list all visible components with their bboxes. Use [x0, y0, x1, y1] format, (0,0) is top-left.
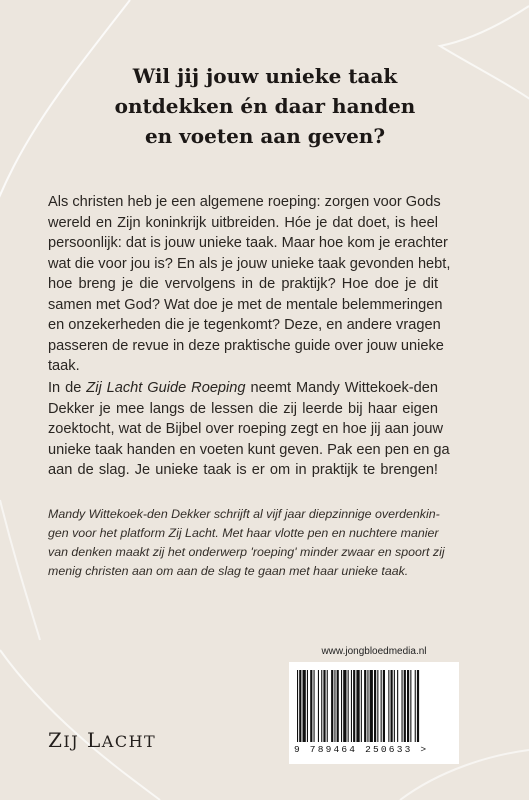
- barcode-bar: [299, 670, 301, 742]
- text-line: gen voor het platform Zij Lacht. Met haar vlotte pen en nuchtere manier: [48, 526, 439, 540]
- headline-line: ontdekken én daar handen: [114, 94, 416, 118]
- barcode-bar: [310, 670, 312, 742]
- text-line: hoe breng je die vervolgens in de praktijk? Hoe doe je dit: [48, 276, 438, 292]
- barcode-bar: [353, 670, 355, 742]
- barcode-bar: [397, 670, 398, 742]
- text-line: Mandy Wittekoek-den Dekker schrijft al vijf jaar diepzinnige overdenkin-: [48, 507, 440, 521]
- author-bio: [48, 505, 445, 581]
- text-fragment: neemt Mandy Wittekoek-den: [245, 380, 438, 396]
- barcode-bar: [394, 670, 395, 742]
- barcode-bar: [321, 670, 322, 742]
- barcode-bar: [404, 670, 406, 742]
- barcode-bar: [410, 670, 411, 742]
- barcode-bar: [341, 670, 342, 742]
- isbn-digits: 9 789464 250633 >: [294, 744, 429, 755]
- barcode-bar: [297, 670, 298, 742]
- barcode-bar: [377, 670, 378, 742]
- guide-title: Zij Lacht Guide Roeping: [86, 380, 246, 396]
- zij-lacht-logo: ZIJ LACHT: [48, 728, 157, 752]
- barcode-bar: [343, 670, 346, 742]
- text-line: taak.: [48, 358, 80, 374]
- text-line: persoonlijk: dat is jouw unieke taak. Maar hoe kom je erachter: [48, 235, 448, 251]
- text-line: samen met God? Wat doe je met de mentale belemmeringen: [48, 296, 443, 313]
- barcode-bar: [303, 670, 306, 742]
- barcode-bar: [417, 670, 419, 742]
- barcode-bar: [323, 670, 325, 742]
- barcode-bar: [381, 670, 382, 742]
- barcode-bar: [318, 670, 319, 742]
- text-line: wat die voor jou is? En als je jouw unieke taak gevonden hebt,: [48, 255, 451, 272]
- text-line: menig christen aan om aan de slag te gaan met haar unieke taak.: [48, 564, 409, 578]
- publisher-website: www.jongbloedmedia.nl: [321, 646, 427, 657]
- headline-line: en voeten aan geven?: [144, 124, 386, 148]
- back-cover-headline: [80, 61, 450, 151]
- text-line: en onzekerheden die je tegenkomt? Deze, en andere vragen: [48, 317, 441, 333]
- barcode-bar: [370, 670, 373, 742]
- headline-line: Wil jij jouw unieke taak: [132, 64, 398, 88]
- text-line: Als christen heb je een algemene roeping: zorgen voor Gods: [48, 194, 441, 210]
- barcode-bar: [391, 670, 393, 742]
- text-line: aan de slag. Je unieke taak is er om in praktijk te brengen!: [48, 462, 438, 478]
- barcode-bars: [295, 670, 453, 744]
- barcode-bar: [383, 670, 385, 742]
- text-fragment: In de: [48, 380, 87, 396]
- barcode-bar: [402, 670, 403, 742]
- text-line: wereld en Zijn koninkrijk uitbreiden. Hóe je dat doet, is heel: [48, 214, 438, 231]
- text-line: [48, 378, 438, 399]
- barcode-bar: [361, 670, 362, 742]
- description-paragraph-2: [48, 378, 450, 481]
- barcode-bar: [374, 670, 376, 742]
- barcode-bar: [337, 670, 339, 742]
- barcode-bar: [407, 670, 409, 742]
- text-line: Dekker je mee langs de lessen die zij leerde bij haar eigen: [48, 400, 438, 417]
- barcode-bar: [364, 670, 366, 742]
- text-line: unieke taak handen en voeten kunt geven. Pak een pen en ga: [48, 441, 450, 458]
- barcode-bar: [356, 670, 359, 742]
- barcode-bar: [388, 670, 389, 742]
- barcode-bar: [314, 670, 315, 742]
- barcode-bar: [307, 670, 308, 742]
- text-line: zoektocht, wat de Bijbel over roeping zegt en hoe jij aan jouw: [48, 421, 444, 437]
- barcode-bar: [348, 670, 349, 742]
- text-line: van denken maakt zij het onderwerp 'roeping' minder zwaar en spoort zij: [48, 545, 445, 559]
- barcode-bar: [331, 670, 333, 742]
- barcode-bar: [327, 670, 328, 742]
- barcode-bar: [415, 670, 416, 742]
- barcode-bar: [367, 670, 368, 742]
- barcode-bar: [351, 670, 352, 742]
- isbn-barcode: [289, 662, 459, 764]
- text-line: passeren de revue in deze praktische guide over jouw unieke: [48, 337, 444, 354]
- description-paragraph-1: [48, 192, 451, 377]
- barcode-bar: [334, 670, 335, 742]
